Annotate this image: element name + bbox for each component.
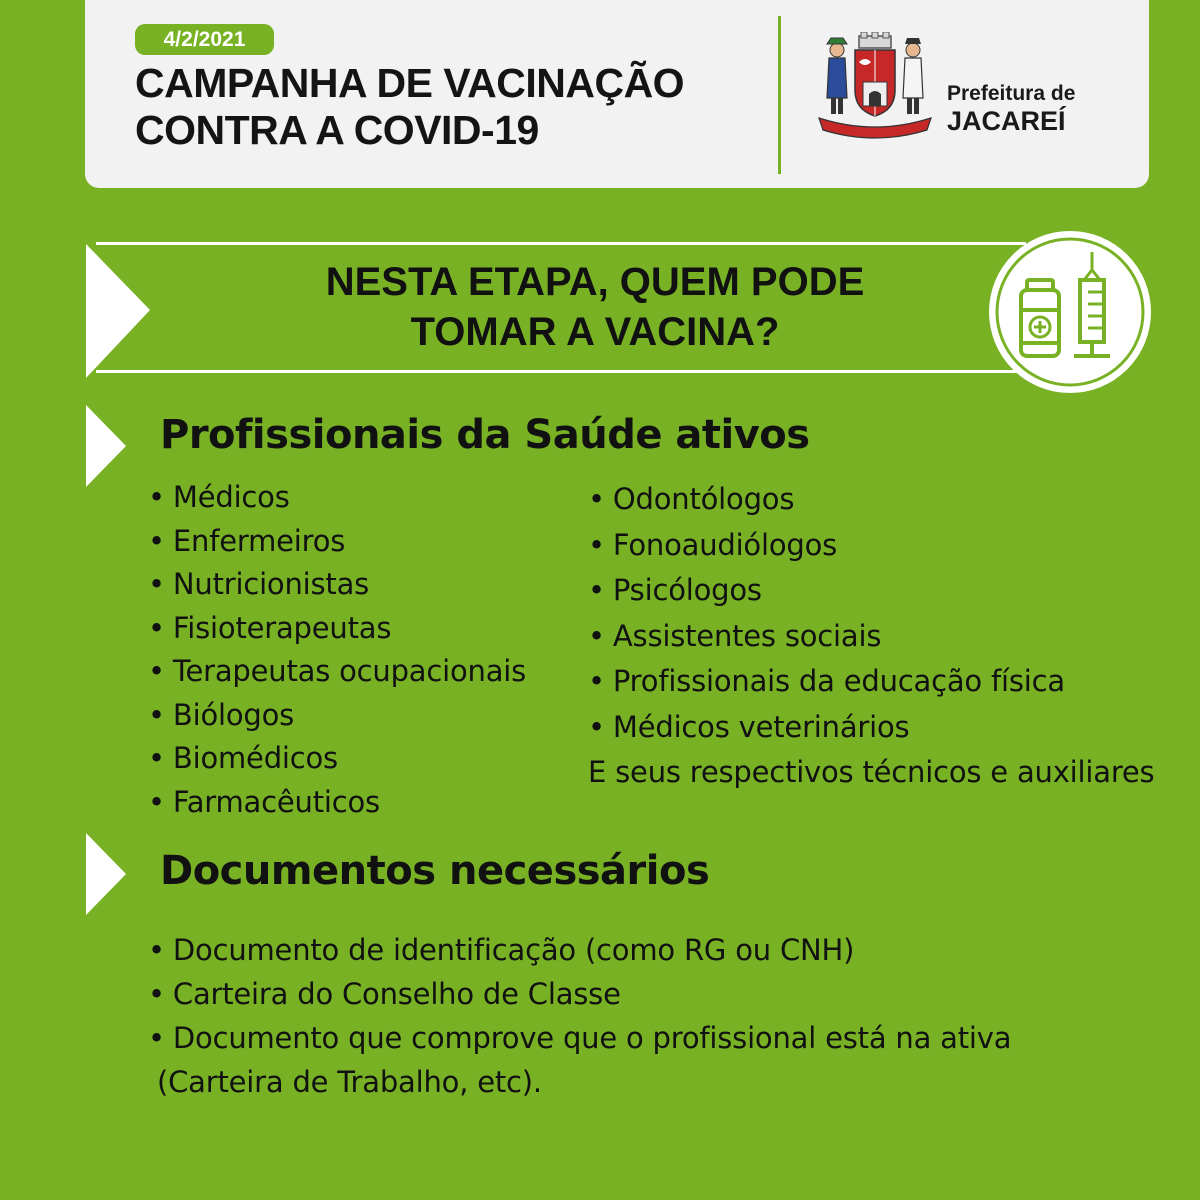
list-item: • Documento que comprove que o profissional está na ativa <box>148 1021 1012 1055</box>
list-item: • Odontólogos <box>588 482 795 516</box>
city-coat-of-arms-icon <box>815 32 935 142</box>
list-item: • Terapeutas ocupacionais <box>148 654 527 688</box>
documents-list <box>148 928 1011 1104</box>
city-name: JACAREÍ <box>947 106 1066 136</box>
banner-question-line1: NESTA ETAPA, QUEM PODE <box>325 260 865 304</box>
professionals-title: Profissionais da Saúde ativos <box>160 412 810 458</box>
professionals-list-right <box>588 477 1154 796</box>
professionals-list-left <box>148 476 526 824</box>
list-item: • Biólogos <box>148 697 295 732</box>
vaccine-vial-syringe-icon <box>989 231 1151 393</box>
list-item: • Assistentes sociais <box>588 618 882 653</box>
list-item-continuation: (Carteira de Trabalho, etc). <box>157 1065 542 1099</box>
prefeitura-label: Prefeitura de <box>947 82 1076 105</box>
list-item: • Psicólogos <box>588 573 762 607</box>
list-item: • Fonoaudiólogos <box>588 527 838 562</box>
banner-top-line <box>96 242 1026 245</box>
section-arrow-icon <box>86 833 130 915</box>
list-item: • Fisioterapeutas <box>148 610 392 645</box>
list-item: • Profissionais da educação física <box>588 664 1065 698</box>
list-item: • Farmacêuticos <box>148 784 380 819</box>
list-item: • Médicos <box>148 480 290 514</box>
professionals-note: E seus respectivos técnicos e auxiliares <box>588 755 1155 789</box>
header-card <box>85 0 1149 188</box>
header-divider <box>778 16 781 174</box>
campaign-title-line1: CAMPANHA DE VACINAÇÃO <box>135 60 685 106</box>
list-item: • Carteira do Conselho de Classe <box>148 977 621 1011</box>
banner-arrow-icon <box>86 244 150 378</box>
list-item: • Documento de identificação (como RG ou CNH) <box>148 933 855 967</box>
documents-title: Documentos necessários <box>160 848 710 894</box>
list-item: • Médicos veterinários <box>588 709 910 744</box>
section-arrow-icon <box>86 405 130 487</box>
campaign-title-line2: CONTRA A COVID-19 <box>135 107 539 153</box>
list-item: • Biomédicos <box>148 741 338 775</box>
list-item: • Nutricionistas <box>148 567 370 601</box>
date-badge: 4/2/2021 <box>135 24 274 55</box>
banner-bottom-line <box>96 370 1026 373</box>
banner-question-line2: TOMAR A VACINA? <box>410 310 780 354</box>
campaign-title <box>135 60 755 154</box>
list-item: • Enfermeiros <box>148 523 346 558</box>
banner-question <box>250 257 940 357</box>
